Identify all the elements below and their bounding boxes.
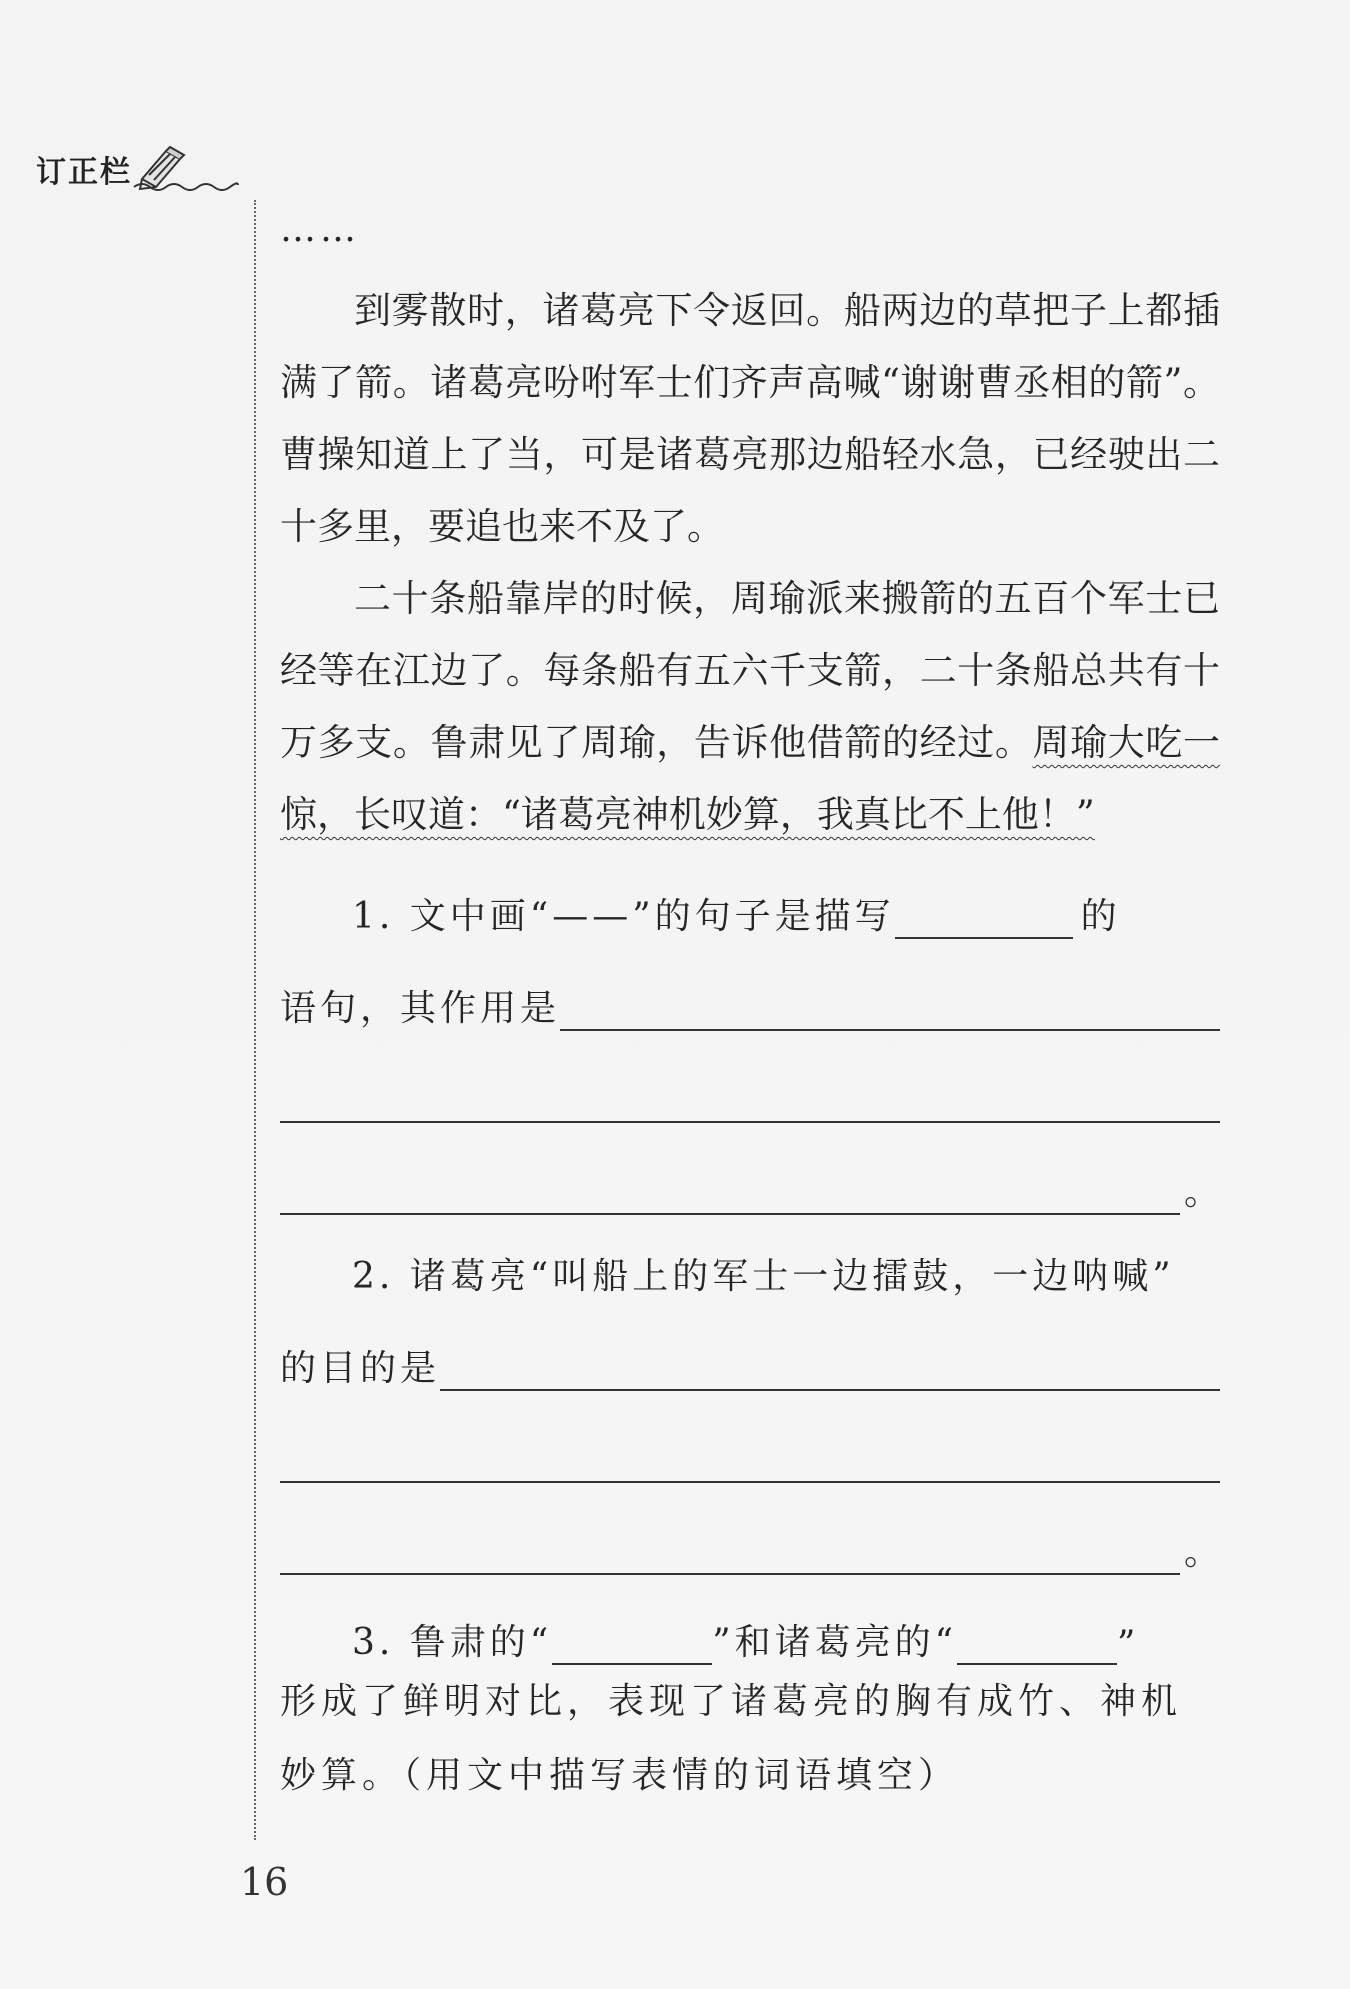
question-2-answer-line-3[interactable]: [280, 1531, 1180, 1575]
question-3-prefix: 3. 鲁肃的“: [352, 1622, 553, 1663]
question-1-blank-1[interactable]: [895, 895, 1073, 939]
passage-paragraph-2-text: 二十条船靠岸的时候，周瑜派来搬箭的五百个军士已经等在江边了。每条船有五六千支箭，二十条船总共有十万多支。鲁肃见了周瑜，告诉他借箭的经过。: [280, 577, 1220, 764]
question-3-middle: ”和诸葛亮的“: [712, 1622, 958, 1663]
question-2-answer-line-2[interactable]: [280, 1439, 1220, 1483]
wavy-underlined-sentence: 周瑜大吃一惊，长叹道：“诸葛亮神机妙算，我真比不上他！”: [280, 721, 1220, 836]
main-content: [280, 209, 1225, 1813]
question-2: [280, 1221, 1225, 1575]
page-number: 16: [240, 1860, 289, 1904]
question-3-instruction: 形成了鲜明对比，表现了诸葛亮的胸有成竹、神机妙算。（用文中描写表情的词语填空）: [280, 1681, 1183, 1796]
correction-label: 订正栏: [36, 155, 132, 190]
question-3: [280, 1587, 1220, 1813]
passage-ellipsis: ……: [280, 209, 360, 250]
question-1-answer-line-3[interactable]: [280, 1171, 1180, 1215]
correction-column-header: [36, 145, 240, 191]
question-2-prefix: 2. 诸葛亮“叫船上的军士一边擂鼓，一边呐喊”: [352, 1256, 1175, 1297]
question-3-blank-1[interactable]: [552, 1621, 712, 1665]
question-1-line2-prefix: 语句，其作用是: [280, 988, 561, 1029]
question-2-line2-prefix: 的目的是: [280, 1348, 441, 1389]
question-1: [280, 861, 1225, 1215]
question-2-end-mark: 。: [1184, 1532, 1225, 1573]
margin-dotted-divider: [254, 200, 256, 1840]
question-3-suffix: ”: [1117, 1624, 1140, 1665]
question-1-end-mark: 。: [1184, 1172, 1225, 1213]
question-1-answer-line-1[interactable]: [560, 987, 1220, 1031]
question-1-suffix: 的: [1080, 896, 1121, 937]
question-2-answer-line-1[interactable]: [440, 1347, 1220, 1391]
question-1-prefix: 1. 文中画“——”的句子是描写: [352, 896, 895, 937]
passage-paragraph-2: [280, 563, 1220, 851]
question-3-blank-2[interactable]: [957, 1621, 1117, 1665]
passage-paragraph-1: 到雾散时，诸葛亮下令返回。船两边的草把子上都插满了箭。诸葛亮吩咐军士们齐声高喊“谢谢曹丞相的箭”。曹操知道上了当，可是诸葛亮那边船轻水急，已经驶出二十多里，要追也来不及了。: [280, 289, 1220, 548]
pencil-icon: [130, 145, 240, 191]
question-1-answer-line-2[interactable]: [280, 1079, 1220, 1123]
